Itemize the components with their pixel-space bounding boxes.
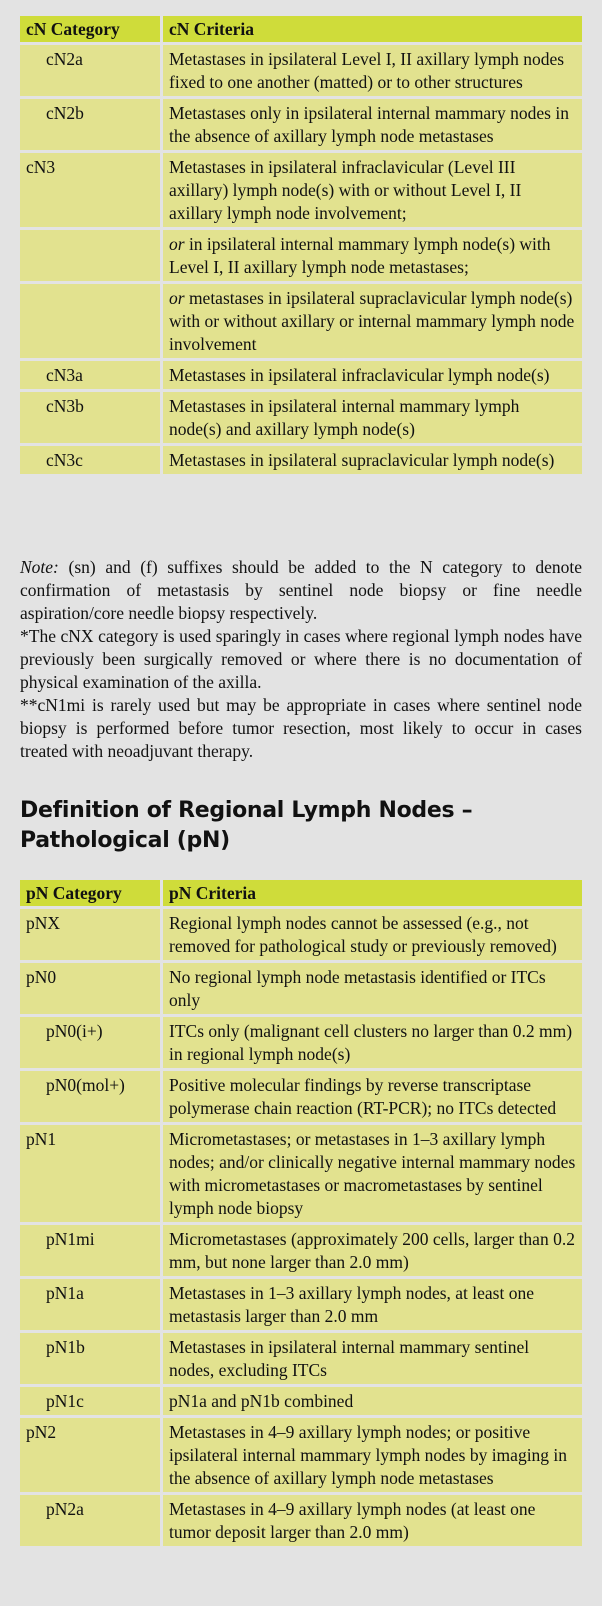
table-row	[20, 1071, 582, 1125]
cn-criteria-cell: Metastases in ipsilateral internal mammary lymph node(s) and axillary lymph node(s)	[163, 392, 582, 446]
table-row	[20, 1279, 582, 1333]
table-row	[20, 1125, 582, 1225]
table-row	[20, 1387, 582, 1418]
pn-category-cell: pN1a	[20, 1279, 163, 1333]
cn-category-cell	[20, 284, 163, 361]
cn-table-header-row	[20, 16, 582, 45]
pn-category-cell: pN0(mol+)	[20, 1071, 163, 1125]
table-row	[20, 1333, 582, 1387]
pn-criteria-cell: ITCs only (malignant cell clusters no larger than 0.2 mm) in regional lymph node(s)	[163, 1017, 582, 1071]
cn-criteria-cell: Metastases in ipsilateral infraclavicular lymph node(s)	[163, 361, 582, 392]
table-row	[20, 1418, 582, 1495]
or-prefix: or	[169, 288, 185, 308]
cnx-footnote: *The cNX category is used sparingly in cases where regional lymph nodes have previously been surgically removed or where there is no documentation of physical examination of the axilla.	[20, 626, 582, 692]
pn-criteria-cell: Positive molecular findings by reverse transcriptase polymerase chain reaction (RT-PCR); no ITCs detected	[163, 1071, 582, 1125]
cn1mi-footnote: **cN1mi is rarely used but may be appropriate in cases where sentinel node biopsy is performed before tumor resection, most likely to occur in cases treated with neoadjuvant therapy.	[20, 695, 582, 761]
pn-category-cell: pN1c	[20, 1387, 163, 1418]
cn-category-cell: cN3a	[20, 361, 163, 392]
pn-category-cell: pN1b	[20, 1333, 163, 1387]
pn-criteria-cell: Micrometastases; or metastases in 1–3 axillary lymph nodes; and/or clinically negative internal mammary nodes with micrometastases or macrometastases by sentinel lymph node biopsy	[163, 1125, 582, 1225]
pn-category-header: pN Category	[20, 880, 163, 909]
pn-category-table	[20, 880, 582, 1549]
table-row	[20, 284, 582, 361]
pn-criteria-cell: Micrometastases (approximately 200 cells, larger than 0.2 mm, but none larger than 2.0 mm)	[163, 1225, 582, 1279]
pn-criteria-cell: Regional lymph nodes cannot be assessed (e.g., not removed for pathological study or previously removed)	[163, 909, 582, 963]
table-row	[20, 1017, 582, 1071]
cn-criteria-cell	[163, 284, 582, 361]
criteria-text: metastases in ipsilateral supraclavicular lymph node(s) with or without axillary or internal mammary lymph node involvement	[169, 288, 575, 354]
or-prefix: or	[169, 234, 185, 254]
cn-category-header: cN Category	[20, 16, 163, 45]
pn-criteria-header: pN Criteria	[163, 880, 582, 909]
pn-category-cell: pN0(i+)	[20, 1017, 163, 1071]
table-row	[20, 230, 582, 284]
cn-category-cell: cN3b	[20, 392, 163, 446]
section-heading-line1: Definition of Regional Lymph Nodes –	[20, 798, 473, 823]
cn-category-cell	[20, 230, 163, 284]
cn-criteria-cell: Metastases in ipsilateral infraclavicular (Level III axillary) lymph node(s) with or without Level I, II axillary lymph node involvement;	[163, 153, 582, 230]
pn-criteria-cell: Metastases in ipsilateral internal mammary sentinel nodes, excluding ITCs	[163, 1333, 582, 1387]
pn-category-cell: pN1	[20, 1125, 163, 1225]
pn-table-header-row	[20, 880, 582, 909]
table-row	[20, 361, 582, 392]
pn-criteria-cell: No regional lymph node metastasis identified or ITCs only	[163, 963, 582, 1017]
table-row	[20, 963, 582, 1017]
table-row	[20, 909, 582, 963]
note-text: (sn) and (f) suffixes should be added to the N category to denote confirmation of metastasis by sentinel node biopsy or fine needle aspiration/core needle biopsy respectively.	[20, 557, 582, 623]
pn-criteria-cell: Metastases in 4–9 axillary lymph nodes; or positive ipsilateral internal mammary lymph nodes by imaging in the absence of axillary lymph node metastases	[163, 1418, 582, 1495]
pn-criteria-cell: pN1a and pN1b combined	[163, 1387, 582, 1418]
table-row	[20, 1495, 582, 1549]
pn-category-cell: pN0	[20, 963, 163, 1017]
cn-criteria-cell	[163, 230, 582, 284]
note-paragraph	[20, 556, 582, 625]
cn-criteria-cell: Metastases in ipsilateral supraclavicular lymph node(s)	[163, 446, 582, 477]
cn-criteria-header: cN Criteria	[163, 16, 582, 45]
cn-category-table	[20, 16, 582, 477]
pn-category-cell: pN2a	[20, 1495, 163, 1549]
table-row	[20, 392, 582, 446]
section-heading-line2: Pathological (pN)	[20, 828, 230, 853]
table-row	[20, 45, 582, 99]
note-label: Note:	[20, 557, 59, 577]
table-row	[20, 446, 582, 477]
pn-criteria-cell: Metastases in 1–3 axillary lymph nodes, at least one metastasis larger than 2.0 mm	[163, 1279, 582, 1333]
pn-category-cell: pN2	[20, 1418, 163, 1495]
pn-category-cell: pN1mi	[20, 1225, 163, 1279]
table-row	[20, 99, 582, 153]
cn-criteria-cell: Metastases only in ipsilateral internal mammary nodes in the absence of axillary lymph node metastases	[163, 99, 582, 153]
table-row	[20, 153, 582, 230]
table-notes	[20, 556, 582, 763]
cn-category-cell: cN2b	[20, 99, 163, 153]
cn-category-cell: cN3c	[20, 446, 163, 477]
pn-criteria-cell: Metastases in 4–9 axillary lymph nodes (at least one tumor deposit larger than 2.0 mm)	[163, 1495, 582, 1549]
section-heading	[20, 796, 582, 856]
cn-category-cell: cN3	[20, 153, 163, 230]
criteria-text: in ipsilateral internal mammary lymph node(s) with Level I, II axillary lymph node metastases;	[169, 234, 551, 277]
cn-category-cell: cN2a	[20, 45, 163, 99]
table-row	[20, 1225, 582, 1279]
cn-criteria-cell: Metastases in ipsilateral Level I, II axillary lymph nodes fixed to one another (matted) or to other structures	[163, 45, 582, 99]
pn-category-cell: pNX	[20, 909, 163, 963]
